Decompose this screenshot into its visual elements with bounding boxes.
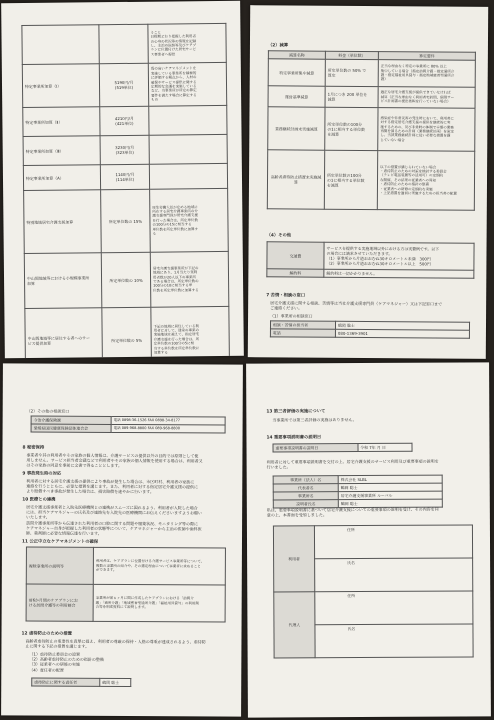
reduction-fee: 所定単位数の 50% で 算定 (325, 59, 378, 86)
table-row (23, 105, 227, 136)
list-item: （2）高齢者虐待防止のための指針の整備 (29, 656, 104, 663)
table-row (24, 251, 229, 308)
table-row (26, 584, 225, 622)
name-label: 氏名 (347, 626, 356, 632)
addition-name: 中山間地域等における小規模事業所 加算 (24, 253, 102, 309)
explanation-date-label: 重要事項説明書の説明日 (273, 444, 358, 452)
provider-label: 代表者名 (273, 484, 338, 492)
s12-title: 12 虐待防止のための措置 (21, 631, 72, 637)
agent-label: 代理人 (274, 592, 315, 658)
s13-body: 当事業所では第三者評価の実施はありません。 (272, 417, 357, 423)
user-label: 利用者 (273, 526, 314, 592)
neutrality-table (26, 546, 226, 622)
provider-label: 事業所（法人）名 (273, 476, 338, 484)
neutrality-label: 複数事業所の説明等 (26, 547, 93, 584)
reduction-requirement: 感染症や非常災害の発生時において、利用者に 対する指定居宅介護支援の提供を継続的に実 施するための、及び非常時の体制で早期の業務 再開を図るための計画（業務継続計画）を策定 し、当該業務継続計画に従い必要な措置を講 じていない場合 (378, 108, 475, 152)
reduction-name: 高齢者虐待防止措置未実施減算 (267, 150, 324, 209)
addition-name (22, 25, 99, 65)
addition-name: 特定事業所加算（Ⅱ） (23, 107, 100, 137)
reduction-fee: 所定単位数の100分 の1に相当する単位数 を減算 (325, 107, 378, 150)
provider-value: 鶴岡 聡士 (338, 483, 442, 492)
address-label: 住所 (346, 527, 355, 533)
provider-table (273, 475, 443, 509)
s9-body: 利用者に対する居宅介護支援の提供により事故が発生した場合は、市区町村、利用者の家族に 連絡を行うとともに、必要な措置を講じます。また、利用者に対する指定居宅介護支援の提供に より賠償すべき事故が発生した場合は、損害賠償を速やかに行います。 (26, 478, 198, 495)
addition-fee: 所定単位数の 10% (101, 252, 151, 308)
addition-fee: 3230円/月 (323単位) (100, 135, 149, 165)
responsible-name: 鶴岡 聡士 (100, 678, 131, 686)
table-row (267, 150, 474, 210)
other-fees-table (266, 241, 474, 278)
provider-label: 説明者氏名 (273, 500, 338, 508)
table-row (23, 134, 227, 165)
s10-title: 10 医療との連携 (22, 497, 56, 503)
addition-fee: 所定単位数の 15% (101, 189, 151, 253)
addition-description: 質の高いケアマネジメントを 実施している事業所を積極的 に評価する観点から、人材の 確保やサービス提供に関する 定期的な会議を実施している など、当事業所が所定の算定 要件を満たす場合に算定する もの (148, 62, 226, 106)
reduction-fee: 1月につき 200 単位を 減算 (325, 86, 378, 107)
table-row (24, 188, 229, 253)
addition-name: 特別地域居宅介護支援加算 (24, 190, 102, 254)
table-row (268, 59, 475, 87)
s10-body: 居宅介護支援事業者と入院先医療機関との連携がスムーズに図れるよう、利用者が入院した場合 には、担当ケアマネジャーの氏名及び連絡先を入院先の医療機関にお伝えくださいますようお願い いたします。 訪問介護事業所等から伝達された利用者の口腔に関する問題や服薬状況、モニタリング等の際に ケアマネジャー自身が把握した利用者の状態等について、ケアマネジャーから主治の医師や歯科医 師、薬剤師に必要な情報伝達を行います。 (26, 504, 203, 536)
addition-description: 厚生労働大臣が定める地域に 所在する居宅介護事業所の介 護支援専門員が居宅介護支援 を行った場合は、所定単位数 の100分の15に相当する 単位数を所定単位数に加算す る (150, 188, 229, 252)
neutrality-text: 事業所が前６ヶ月に間に作成したケアプランにおける「訪問介 護」「通所介護」「地域密着型通所介護」「福祉用具貸与」の利用割 合等を別途資料にて説明します。 (93, 584, 225, 622)
table-row (23, 163, 227, 190)
table-row (31, 424, 225, 433)
user-address-field[interactable] (314, 525, 472, 559)
contact-value: 鶴岡 聡士 (335, 321, 469, 330)
transport-label: 交通費 (267, 242, 324, 269)
addition-fee (99, 24, 148, 64)
contact-value: 080-1369-3901 (335, 329, 469, 338)
provider-value: 株式会社 SLBL (338, 475, 442, 484)
table-row (268, 86, 475, 108)
s9-title: 9 事故発生時の対応 (22, 471, 62, 477)
table-row (22, 23, 226, 64)
complaints-text: 居宅介護支援に関する相談、苦情等は当社介護支援専門員（ケアマネジャー）又は下記窓口まで ご連絡ください。 (270, 300, 443, 311)
contact-table (270, 320, 470, 338)
addition-fee: 4210円/月 (421単位) (100, 106, 149, 136)
page-additions-table (1, 1, 244, 358)
addition-name: 中山間地域等に居住する者へのサー ビス提供加算 (25, 308, 103, 359)
contact-label: 電話 (270, 329, 335, 337)
table-row (270, 329, 469, 338)
delivery-statement: 利用者に対して重要事項説明書を交付の上、居宅介護支援のサービス利用及び重要事項の説明を 行いました。 (266, 458, 439, 470)
s12-body: 高齢者虐待防止の重要性を真摯に捉え、利用者の尊厳の保持・人格の尊重が達成されるよう、虐待防 止に関する下記の措置を講じます。 (25, 638, 206, 650)
section-heading-other: （4）その他 (266, 233, 292, 239)
list-item: （1）虐待防止委員会の設置 (29, 651, 80, 657)
s14-title: 14 重要事項説明書の説明日 (266, 435, 322, 441)
cancel-text: 解約料は一切かかりません。 (324, 269, 474, 278)
explanation-date-value: 令和 7年 月 日 (358, 443, 412, 451)
provider-label: 事業所名 (273, 492, 338, 500)
table-row (268, 107, 475, 151)
section-heading-complaints: 7 苦情・相談の窓口 (266, 293, 306, 299)
section-heading-reductions: （2）減算 (267, 43, 289, 49)
windows-table (31, 416, 226, 434)
other-windows-heading: （2）その他の相談窓口 (26, 408, 70, 414)
contact-label: 相談・苦情の担当者 (270, 321, 335, 329)
window-name: 愛媛県国民健康保険団体連合会 (31, 424, 111, 432)
window-phone: 電話 089-968-8800 FAX 089-968-8800 (111, 424, 225, 433)
provider-value: 鶴岡 聡士 (338, 499, 442, 508)
addition-description (149, 105, 227, 135)
provider-value: 居宅介護支援事業所 ルーバル (338, 491, 442, 500)
table-row (22, 62, 226, 107)
reduction-requirement: 以下の措置が講じられていない場合 ・虐待防止のための対策を検討する委員会 （テレビ電話装置等の活用可）の定期的 な開催、その結果の従業者への周知 ・虐待防止のための指針の整備 ・従業者への研修の定期的な実施 ・上記措置を適切に実施するための担当者の配置 (377, 151, 474, 211)
additions-table (21, 23, 230, 358)
transport-text: サービスを提供する実施地域以外における方は実費例です。以下 の場合には請求させていただきます。 （1）事業所から片道おおむね30キロメートル未満 300円 （2）事業所から片道おおむね30キロメートル以上 500円 (324, 242, 474, 270)
addition-fee: 1140円/月 (114単位) (100, 164, 149, 190)
page-policies (1, 363, 243, 716)
table-row (25, 306, 230, 358)
header-cell: 算定要件 (378, 52, 475, 61)
window-phone: 電話 0898-36-1526 FAX 0898-34-8177 (111, 416, 225, 425)
reduction-name: 運営基準減算 (268, 86, 325, 107)
s8-body: 事業者や其の利用者やその家族の個人情報は、介護サービスの提供以外の目的では原則として使 用しません。サービス担当者会議などで利用者やその家族の個人情報を使用する場合は、利用者又 はその家族の同意を事前に文書で得ることとします。 (26, 452, 203, 469)
reduction-fee: 所定単位数の100分 の1に相当する単位数 を減算 (324, 150, 377, 209)
addition-name: 特定事業所加算（A） (23, 165, 100, 191)
neutrality-text: 利用者は、ケアプランに位置付ける介護サービス事業所等について、 複数の事業所の紹介や、その選定理由について事業者に求めること ができます。 (93, 547, 225, 585)
addition-description: 居宅介護支援事業所が下記の 地域にあり、1月当たり実利 用者数が20人以下の事業所 である場合は、所定単位数の 100分の10に相当する単 位数を所定単位数に加算する (150, 251, 229, 307)
cancel-label: 解約料 (267, 269, 324, 277)
complaints-subheading: （1）事業所の相談窓口 (270, 313, 313, 319)
addition-name: 特定事業所加算（Ⅰ） (22, 64, 99, 108)
addition-fee: 5190円/月 (519単位) (99, 63, 148, 107)
consent-statement: 私は、重要事項説明書に基づいて居宅介護支援についての重要事項の説明を受け、その内容を同 意の上、本書面を受領しました。 (266, 506, 439, 518)
reduction-name: 特定事業所集中減算 (268, 59, 325, 86)
s11-title: 11 公正中立なケアマネジメントの確保 (21, 539, 99, 545)
table-row (26, 547, 225, 585)
addition-description (149, 163, 227, 189)
reduction-requirement: 適正な居宅介護支援が提供できていなければ 減算（正当な理由なく利用者宅訪問、個別サー ビス計画書の提出依頼を行っていない場合） (378, 87, 475, 109)
page-signature (246, 362, 491, 717)
neutrality-label: 前6か月間のケアプランにお ける訪問介護等の利用割合 (26, 584, 93, 621)
header-cell: 減算名称 (268, 51, 325, 59)
s8-title: 8 秘密保持 (22, 445, 45, 451)
page-reductions (248, 5, 488, 359)
window-name: 今治介護保険課 (31, 416, 111, 424)
list-item: （4）責任者の配置 (29, 667, 64, 673)
agent-address-field[interactable] (315, 591, 473, 625)
agent-name-field[interactable] (315, 624, 473, 658)
header-cell: 料金（単位数） (325, 51, 378, 59)
addition-description: うこと 目標期どおり把握した利用者 の心身の状況等の情報を記録 し、主治の医師等及びケアプ ランに位置付けた居宅サービ ス事業者へ提供 (148, 23, 226, 63)
addition-description (149, 134, 227, 164)
responsible-table (31, 678, 131, 688)
signature-table (273, 524, 474, 658)
s13-title: 13 第三者評価の実施について (266, 409, 326, 415)
reductions-table (267, 50, 476, 210)
address-label: 住所 (347, 593, 356, 599)
addition-fee: 所定単位数の 5% (102, 307, 152, 358)
s12-list (29, 652, 104, 673)
responsible-label: 虐待防止に関する責任者 (32, 678, 100, 686)
addition-name: 特定事業所加算（Ⅲ） (23, 136, 100, 166)
user-name-field[interactable] (315, 558, 473, 592)
explanation-date-table (272, 443, 412, 453)
addition-description: 下記の地域に居住している利 用者に対して、通常の事業の 実施地域を越えて、指定居宅 介護支援を行った場合は、所 定単位数の100分の5に相 当する単位数を所定単位数に 加算する (151, 306, 230, 358)
name-label: 氏名 (347, 560, 355, 566)
reduction-requirement: 正当な理由なく特定の事業所に 80% 以上 集中している場合（指定訪問介護・指定通所介 護・指定福祉用具貸与・指定地域密着型通所介 護） (378, 60, 475, 88)
reduction-name: 業務継続計画未実施減算 (268, 107, 325, 150)
list-item: （3）従業者への研修の実施 (29, 661, 80, 668)
